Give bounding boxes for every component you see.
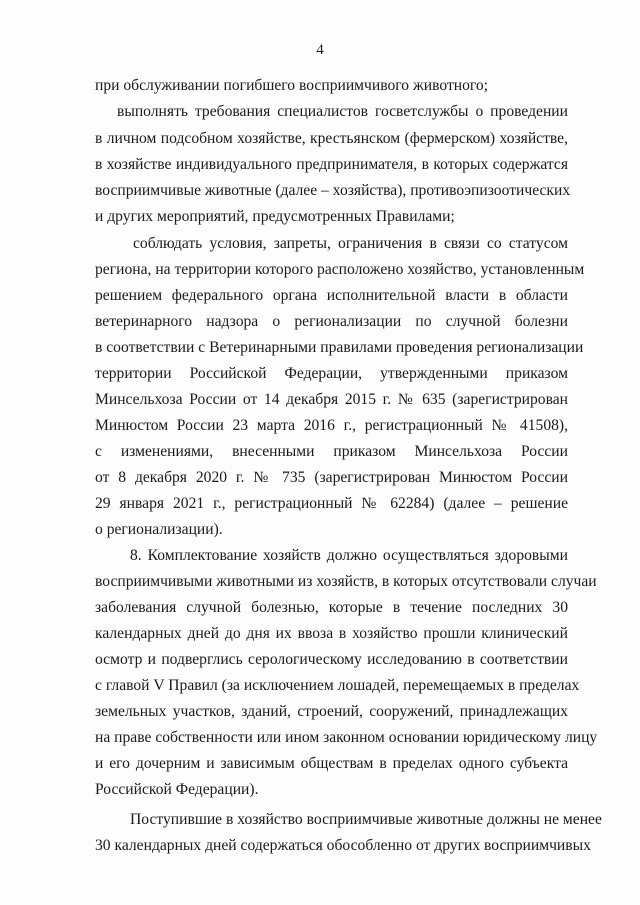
text-line: 8. Комплектование хозяйств должно осуществляться здоровыми bbox=[130, 547, 568, 564]
text-line: решением федерального органа исполнительной власти в области bbox=[95, 287, 568, 304]
text-line: Минюстом России 23 марта 2016 г., регистрационный № 41508), bbox=[95, 417, 568, 434]
text-line: ветеринарного надзора о регионализации по случной болезни bbox=[95, 313, 568, 330]
text-line: осмотр и подверглись серологическому исследованию в соответствии bbox=[95, 651, 568, 668]
text-line: на праве собственности или ином законном основании юридическому лицу bbox=[95, 729, 598, 746]
page-number: 4 bbox=[316, 42, 324, 58]
text-line: календарных дней до дня их ввоза в хозяйство прошли клинический bbox=[95, 625, 568, 642]
text-line: 29 января 2021 г., регистрационный № 62284) (далее – решение bbox=[95, 495, 568, 512]
text-line: и других мероприятий, предусмотренных Правилами; bbox=[95, 208, 455, 225]
text-line: заболевания случной болезнью, которые в течение последних 30 bbox=[95, 599, 568, 616]
text-line: региона, на территории которого расположено хозяйство, установленным bbox=[95, 261, 585, 278]
text-line: о регионализации). bbox=[95, 521, 223, 538]
text-line: с изменениями, внесенными приказом Минсельхоза России bbox=[95, 443, 568, 460]
text-line: в хозяйстве индивидуального предпринимателя, в которых содержатся bbox=[95, 156, 568, 173]
text-line: территории Российской Федерации, утвержденными приказом bbox=[95, 365, 568, 382]
text-line: Российской Федерации). bbox=[95, 781, 259, 798]
text-line: 30 календарных дней содержаться обособленно от других восприимчивых bbox=[95, 837, 591, 854]
text-line: от 8 декабря 2020 г. № 735 (зарегистрирован Минюстом России bbox=[95, 469, 568, 486]
text-line: в соответствии с Ветеринарными правилами проведения регионализации bbox=[95, 339, 584, 356]
text-line: Поступившие в хозяйство восприимчивые животные должны не менее bbox=[130, 811, 602, 828]
text-line: в личном подсобном хозяйстве, крестьянском (фермерском) хозяйстве, bbox=[95, 130, 568, 147]
text-line: соблюдать условия, запреты, ограничения в связи со статусом bbox=[133, 235, 568, 252]
text-line: с главой V Правил (за исключением лошадей, перемещаемых в пределах bbox=[95, 677, 580, 694]
text-line: Минсельхоза России от 14 декабря 2015 г. № 635 (зарегистрирован bbox=[95, 391, 568, 408]
text-line: восприимчивые животные (далее – хозяйства), противоэпизоотических bbox=[95, 182, 571, 199]
text-line: и его дочерним и зависимым обществам в пределах одного субъекта bbox=[95, 755, 568, 772]
text-line: при обслуживании погибшего восприимчивого животного; bbox=[95, 77, 489, 94]
text-line: земельных участков, зданий, строений, сооружений, принадлежащих bbox=[95, 703, 568, 720]
text-line: выполнять требования специалистов госветслужбы о проведении bbox=[117, 103, 568, 120]
text-line: восприимчивыми животными из хозяйств, в которых отсутствовали случаи bbox=[95, 573, 597, 590]
